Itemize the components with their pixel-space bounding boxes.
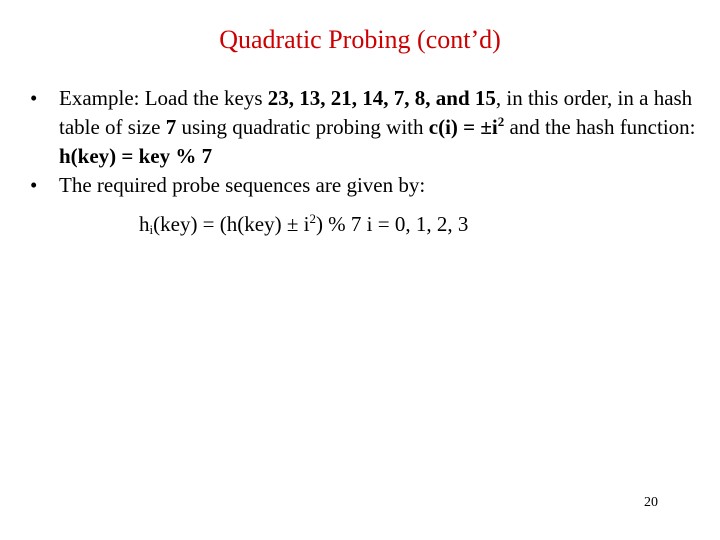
probe-function-text: c(i) = ±i [428,115,498,139]
example-keys: 23, 13, 21, 14, 7, 8, and 15 [267,86,496,110]
example-probe-function [429,115,504,139]
bullet-probe-sequences [30,171,710,200]
formula-exponent: 2 [309,211,316,226]
bullet-marker: • [30,173,38,197]
example-hash-function: h(key) = key % 7 [59,144,213,168]
formula-h: h [139,212,150,236]
probe-sequences-text: The required probe sequences are given by: [59,173,426,197]
bullet-list [30,84,710,200]
formula-subscript: i [149,222,154,237]
formula-lhs: (key) = (h(key) ± i [153,212,310,236]
formula-rhs: ) % 7 i = 0, 1, 2, 3 [315,212,469,236]
probe-formula [139,210,468,239]
example-text-4: and the hash function: [504,115,696,139]
slide-title: Quadratic Probing (cont’d) [219,25,501,54]
example-text-1: Example: Load the keys [59,86,268,110]
example-table-size: 7 [165,115,177,139]
example-text-2: , in this order, in a hash table of size [59,86,693,139]
page-number: 20 [644,495,658,510]
example-text-3: using quadratic probing with [176,115,429,139]
bullet-example [30,84,710,171]
bullet-marker: • [30,86,38,110]
probe-function-exponent: 2 [497,114,505,129]
